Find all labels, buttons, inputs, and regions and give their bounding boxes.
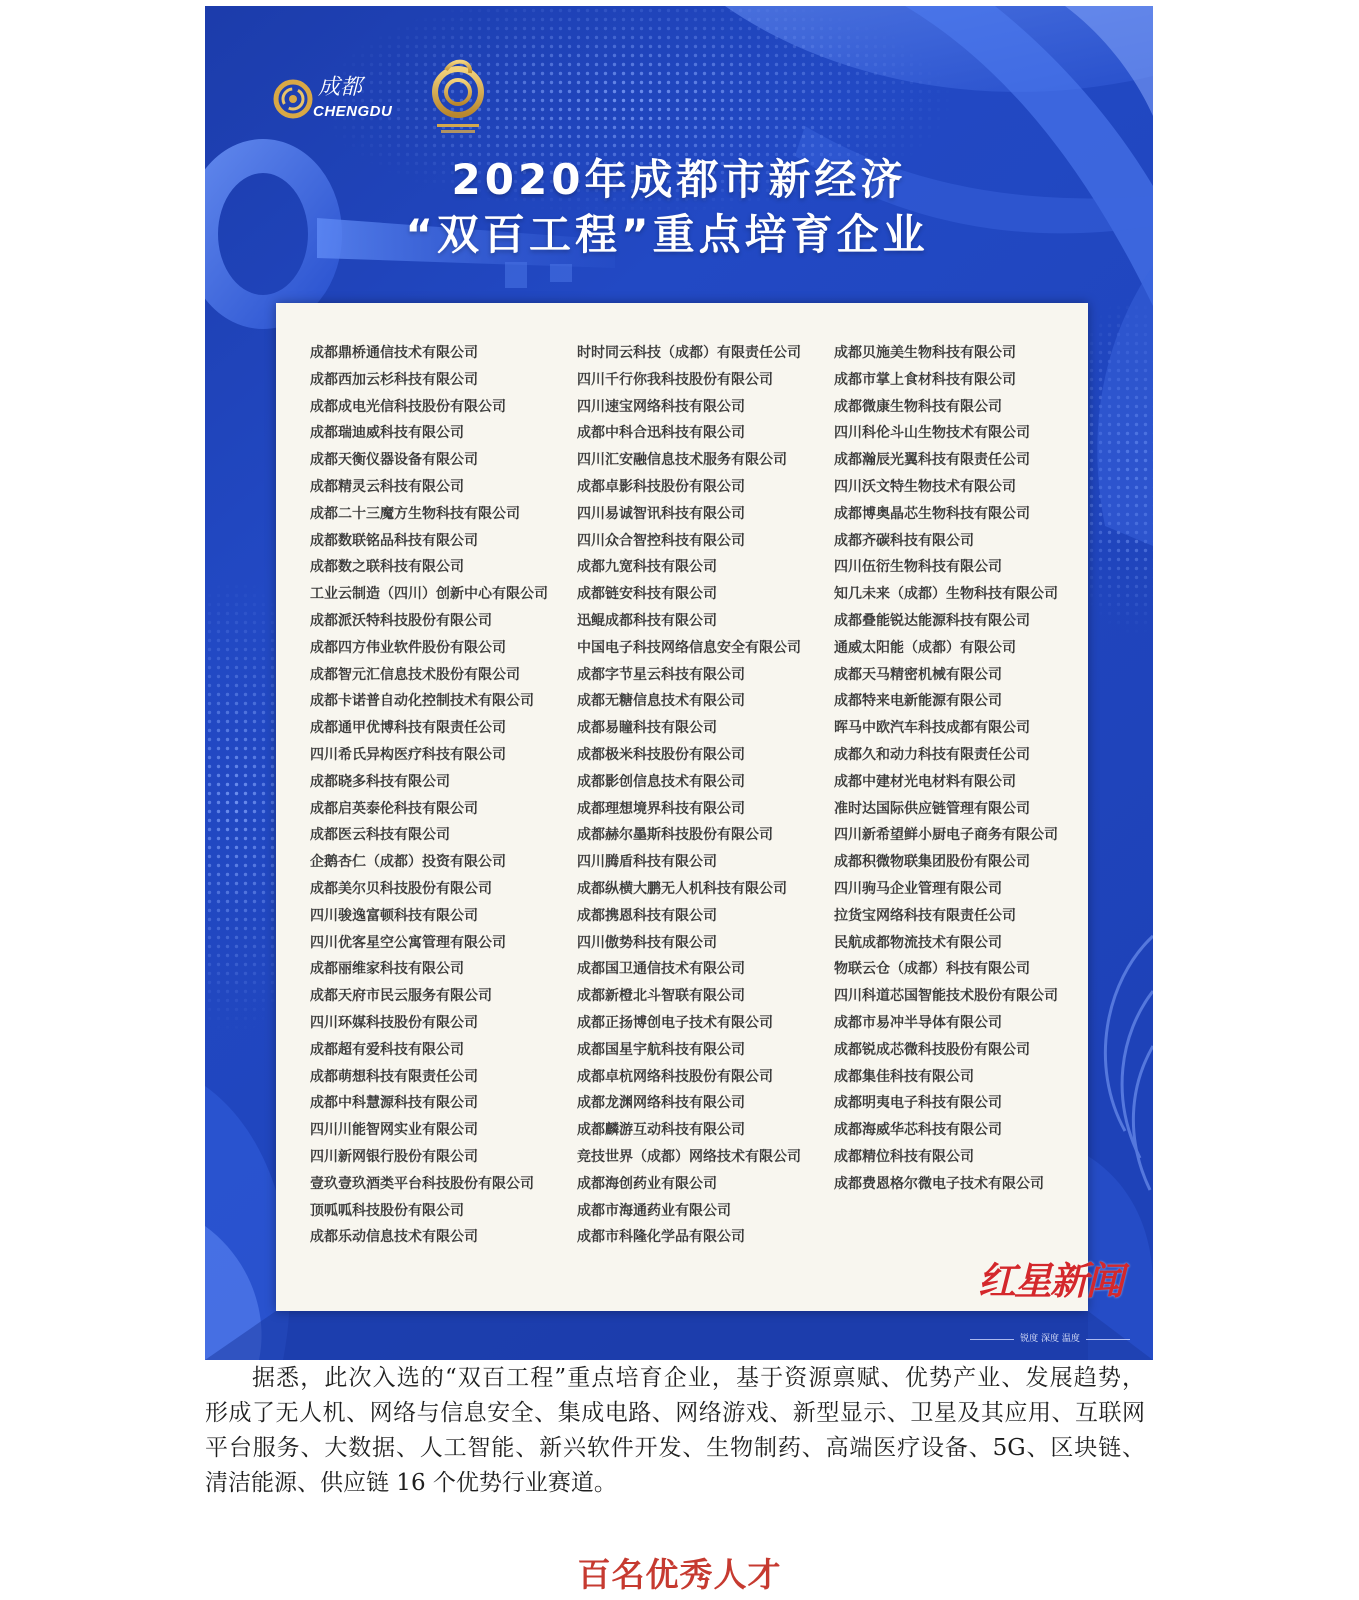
company-name: 成都积微物联集团股份有限公司 [834, 854, 1030, 871]
company-name: 四川汇安融信息技术服务有限公司 [577, 452, 787, 469]
company-name: 成都久和动力科技有限责任公司 [834, 746, 1030, 763]
section-heading: 百名优秀人才 [577, 1555, 782, 1594]
double-hundred-emblem-icon [427, 54, 489, 138]
company-name: 成都天府市民云服务有限公司 [310, 988, 492, 1005]
company-name: 成都启英泰伦科技有限公司 [310, 800, 478, 817]
poster-image [205, 6, 1153, 1360]
paragraph-line: 平台服务、大数据、人工智能、新兴软件开发、生物制药、高端医疗设备、5G、区块链、 [205, 1435, 1145, 1461]
company-name: 成都天衡仪器设备有限公司 [310, 452, 478, 469]
company-name: 四川易诚智讯科技有限公司 [577, 505, 745, 522]
company-name: 拉货宝网络科技有限责任公司 [834, 907, 1016, 924]
company-name: 知几未来（成都）生物科技有限公司 [834, 586, 1058, 603]
company-name: 中国电子科技网络信息安全有限公司 [577, 639, 801, 656]
company-name: 成都新橙北斗智联有限公司 [577, 988, 745, 1005]
company-name: 准时达国际供应链管理有限公司 [834, 800, 1030, 817]
company-name: 民航成都物流技术有限公司 [834, 934, 1002, 951]
company-name: 四川速宝网络科技有限公司 [577, 398, 745, 415]
company-column-1 [310, 340, 565, 1251]
company-name: 四川沃文特生物技术有限公司 [834, 478, 1016, 495]
company-name: 四川腾盾科技有限公司 [577, 854, 717, 871]
company-name: 成都龙渊网络科技有限公司 [577, 1095, 745, 1112]
company-name: 成都微康生物科技有限公司 [834, 398, 1002, 415]
company-name: 四川希氏异构医疗科技有限公司 [310, 746, 506, 763]
company-column-3 [834, 340, 1079, 1198]
company-name: 竞技世界（成都）网络技术有限公司 [577, 1148, 801, 1165]
company-name: 成都晓多科技有限公司 [310, 773, 450, 790]
poster-title-line2: “双百工程”重点培育企业 [405, 210, 929, 259]
company-name: 成都精位科技有限公司 [834, 1148, 974, 1165]
paragraph-line: 清洁能源、供应链 16 个优势行业赛道。 [205, 1470, 617, 1496]
company-name: 成都无糖信息技术有限公司 [577, 693, 745, 710]
company-name: 成都市海通药业有限公司 [577, 1202, 731, 1219]
company-list-panel [276, 303, 1088, 1311]
company-name: 成都中科慧源科技有限公司 [310, 1095, 478, 1112]
company-name: 成都国星宇航科技有限公司 [577, 1041, 745, 1058]
company-name: 成都海威华芯科技有限公司 [834, 1122, 1002, 1139]
company-name: 成都正扬博创电子技术有限公司 [577, 1014, 773, 1031]
company-name: 成都卓影科技股份有限公司 [577, 478, 745, 495]
slogan-divider-right [1086, 1339, 1130, 1340]
company-name: 成都天马精密机械有限公司 [834, 666, 1002, 683]
company-name: 成都国卫通信技术有限公司 [577, 961, 745, 978]
company-name: 成都链安科技有限公司 [577, 586, 717, 603]
company-name: 成都智元汇信息技术股份有限公司 [310, 666, 520, 683]
company-name: 四川千行你我科技股份有限公司 [577, 371, 773, 388]
company-name: 成都丽维家科技有限公司 [310, 961, 464, 978]
company-name: 成都明夷电子科技有限公司 [834, 1095, 1002, 1112]
slogan-divider-left [970, 1339, 1014, 1340]
company-name: 成都医云科技有限公司 [310, 827, 450, 844]
company-name: 四川众合智控科技有限公司 [577, 532, 745, 549]
company-name: 成都九宽科技有限公司 [577, 559, 717, 576]
company-name: 成都二十三魔方生物科技有限公司 [310, 505, 520, 522]
company-name: 成都贝施美生物科技有限公司 [834, 345, 1016, 361]
company-name: 成都市掌上食材科技有限公司 [834, 371, 1016, 388]
company-name: 成都影创信息技术有限公司 [577, 773, 745, 790]
company-name: 四川新网银行股份有限公司 [310, 1148, 478, 1165]
company-name: 晖马中欧汽车科技成都有限公司 [834, 720, 1030, 737]
company-name: 成都西加云杉科技有限公司 [310, 371, 478, 388]
company-name: 四川科道芯国智能技术股份有限公司 [834, 988, 1058, 1005]
company-name: 成都超有爱科技有限公司 [310, 1041, 464, 1058]
company-name: 成都费恩格尔微电子技术有限公司 [834, 1175, 1044, 1192]
company-name: 时时同云科技（成都）有限责任公司 [577, 345, 801, 361]
watermark-slogan: 锐度 深度 温度 [1020, 1334, 1080, 1344]
company-name: 四川科伦斗山生物技术有限公司 [834, 425, 1030, 442]
paragraph-line: 形成了无人机、网络与信息安全、集成电路、网络游戏、新型显示、卫星及其应用、互联网 [205, 1400, 1145, 1426]
red-star-news-watermark [970, 1257, 1130, 1345]
article-paragraph [205, 1361, 1145, 1501]
poster-title-line1: 2020年成都市新经济 [451, 155, 907, 204]
watermark-brand: 红星新闻 [977, 1258, 1122, 1303]
company-name: 成都中建材光电材料有限公司 [834, 773, 1016, 790]
chengdu-logo-icon [272, 78, 314, 120]
company-name: 成都锐成芯微科技股份有限公司 [834, 1041, 1030, 1058]
company-name: 四川优客星空公寓管理有限公司 [310, 934, 506, 951]
company-name: 物联云仓（成都）科技有限公司 [834, 961, 1030, 978]
company-name: 成都市科隆化学品有限公司 [577, 1229, 745, 1246]
company-name: 成都瑞迪威科技有限公司 [310, 425, 464, 442]
company-name: 成都特来电新能源有限公司 [834, 693, 1002, 710]
company-name: 通威太阳能（成都）有限公司 [834, 639, 1016, 656]
company-name: 成都麟游互动科技有限公司 [577, 1122, 745, 1139]
company-name: 成都集佳科技有限公司 [834, 1068, 974, 1085]
company-name: 成都精灵云科技有限公司 [310, 478, 464, 495]
company-name: 工业云制造（四川）创新中心有限公司 [310, 586, 548, 603]
company-name: 成都派沃特科技股份有限公司 [310, 612, 492, 629]
company-name: 四川伍衍生物科技有限公司 [834, 559, 1002, 576]
company-name: 四川川能智网实业有限公司 [310, 1122, 478, 1139]
company-name: 成都极米科技股份有限公司 [577, 746, 745, 763]
paragraph-line: 据悉，此次入选的“双百工程”重点培育企业，基于资源禀赋、优势产业、发展趋势， [252, 1365, 1145, 1391]
company-name: 迅鲲成都科技有限公司 [577, 612, 717, 629]
company-name: 成都纵横大鹏无人机科技有限公司 [577, 880, 787, 897]
company-name: 成都萌想科技有限责任公司 [310, 1068, 478, 1085]
company-name: 成都携恩科技有限公司 [577, 907, 717, 924]
company-name: 成都易瞳科技有限公司 [577, 720, 717, 737]
company-name: 四川环媒科技股份有限公司 [310, 1014, 478, 1031]
company-name: 顶呱呱科技股份有限公司 [310, 1202, 464, 1219]
company-name: 成都海创药业有限公司 [577, 1175, 717, 1192]
company-name: 成都鼎桥通信技术有限公司 [310, 345, 478, 361]
company-name: 成都中科合迅科技有限公司 [577, 425, 745, 442]
company-name: 成都市易冲半导体有限公司 [834, 1014, 1002, 1031]
company-name: 成都成电光信科技股份有限公司 [310, 398, 506, 415]
company-name: 成都乐动信息技术有限公司 [310, 1229, 478, 1246]
company-name: 成都数之联科技有限公司 [310, 559, 464, 576]
company-name: 成都理想境界科技有限公司 [577, 800, 745, 817]
company-name: 成都数联铭品科技有限公司 [310, 532, 478, 549]
company-name: 成都字节星云科技有限公司 [577, 666, 745, 683]
company-name: 成都博奥晶芯生物科技有限公司 [834, 505, 1030, 522]
logo-city-name-cn: 成都 [318, 75, 363, 100]
company-name: 四川傲势科技有限公司 [577, 934, 717, 951]
company-name: 企鹅杏仁（成都）投资有限公司 [310, 854, 506, 871]
company-name: 成都瀚辰光翼科技有限责任公司 [834, 452, 1030, 469]
company-name: 四川骏逸富顿科技有限公司 [310, 907, 478, 924]
company-name: 成都叠能锐达能源科技有限公司 [834, 612, 1030, 629]
company-name: 成都卡诺普自动化控制技术有限公司 [310, 693, 534, 710]
company-name: 成都齐碳科技有限公司 [834, 532, 974, 549]
logo-city-name-en: CHENGDU [313, 103, 393, 120]
company-name: 四川新希望鲜小厨电子商务有限公司 [834, 827, 1058, 844]
company-name: 四川驹马企业管理有限公司 [834, 880, 1002, 897]
company-name: 成都美尔贝科技股份有限公司 [310, 880, 492, 897]
company-name: 成都赫尔墨斯科技股份有限公司 [577, 827, 773, 844]
company-name: 成都卓杭网络科技股份有限公司 [577, 1068, 773, 1085]
company-column-2 [577, 340, 827, 1251]
watermark-slogan-row [970, 1333, 1130, 1345]
company-name: 壹玖壹玖酒类平台科技股份有限公司 [310, 1175, 534, 1192]
company-name: 成都四方伟业软件股份有限公司 [310, 639, 506, 656]
company-name: 成都通甲优博科技有限责任公司 [310, 720, 506, 737]
